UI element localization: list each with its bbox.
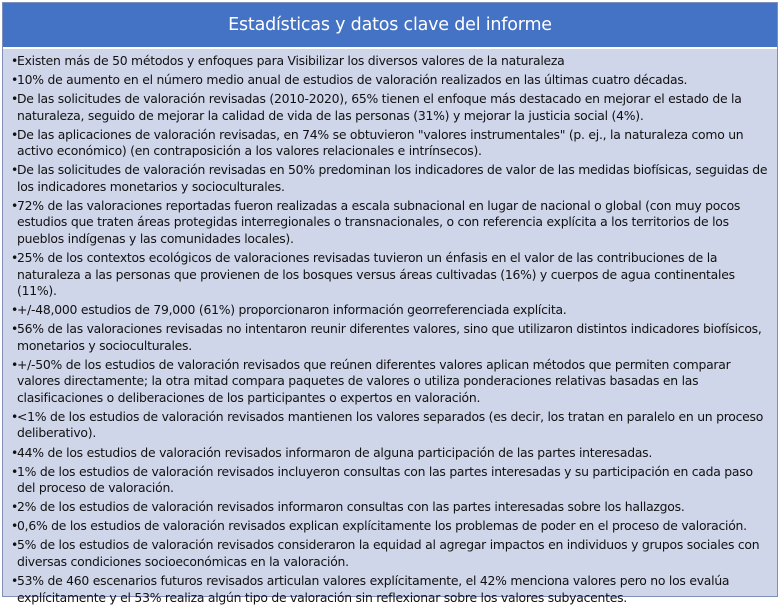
list-item <box>11 91 769 124</box>
bullet-icon: • <box>11 302 19 318</box>
list-item-text: +/-48,000 estudios de 79,000 (61%) proporcionaron información georreferenciada explícita. <box>17 302 567 318</box>
list-item <box>11 250 769 300</box>
list-item <box>11 198 769 248</box>
bullet-icon: • <box>11 518 19 534</box>
panel-title: Estadísticas y datos clave del informe <box>228 15 552 35</box>
list-item-text: Existen más de 50 métodos y enfoques para Visibilizar los diversos valores de la naturaleza <box>17 53 565 68</box>
list-item <box>11 518 769 535</box>
list-item-text: 72% de las valoraciones reportadas fueron realizadas a escala subnacional en lugar de nacional o global (con muy pocos estudios que traten áreas protegidas interregionales o transnacionales, o con referencia explícita a los territorios de los pueblos indígenas y las comunidades locales). <box>17 197 741 246</box>
bullet-icon: • <box>11 573 19 588</box>
list-item <box>11 321 769 354</box>
list-item-text: 5% de los estudios de valoración revisados consideraron la equidad al agregar impactos en individuos y grupos sociales con diversas condiciones socioeconómicas en la valoración. <box>17 537 760 569</box>
list-item-text: 56% de las valoraciones revisadas no intentaron reunir diferentes valores, sino que utilizaron distintos indicadores biofísicos, monetarios y socioculturales. <box>17 321 762 353</box>
bullet-icon: • <box>11 408 19 424</box>
list-item-text: 25% de los contextos ecológicos de valoraciones revisadas tuvieron un énfasis en el valor de las contribuciones de la naturaleza a las personas que provienen de los bosques versus áreas cultivadas (16%) y cuerpos de agua continentales (11%). <box>17 250 735 299</box>
bullet-icon: • <box>11 126 19 142</box>
list-item <box>11 445 769 462</box>
list-item-text: <1% de los estudios de valoración revisados mantienen los valores separados (es decir, los tratan en paralelo en un proceso deliberativo). <box>17 408 764 441</box>
list-item-text: 2% de los estudios de valoración revisados informaron consultas con las partes interesadas sobre los hallazgos. <box>17 499 685 515</box>
bullet-icon: • <box>11 197 19 213</box>
list-item <box>11 537 769 570</box>
stats-list <box>3 49 777 606</box>
key-stats-panel <box>2 2 778 605</box>
list-item-text: De las solicitudes de valoración revisadas en 50% predominan los indicadores de valor de las medidas biofísicas, seguidas de los indicadores monetarios y socioculturales. <box>17 162 768 194</box>
bullet-icon: • <box>11 162 19 178</box>
bullet-icon: • <box>11 72 19 88</box>
list-item <box>11 464 769 497</box>
list-item-text: 44% de los estudios de valoración revisados informaron de alguna participación de las partes interesadas. <box>17 444 653 460</box>
list-item <box>11 72 769 89</box>
list-item <box>11 127 769 160</box>
list-item-text: De las aplicaciones de valoración revisadas, en 74% se obtuvieron "valores instrumentales" (p. ej., la naturaleza como un activo económico) (en contraposición a los valores relacionales e intrínsecos). <box>17 126 744 159</box>
bullet-icon: • <box>11 250 19 266</box>
bullet-icon: • <box>11 463 19 479</box>
list-item-text: +/-50% de los estudios de valoración revisados que reúnen diferentes valores aplican métodos que permiten comparar valores directamente; la otra mitad compara paquetes de valores o utiliza ponderaciones relativas basadas en las clasificaciones o deliberaciones de los participantes o expertos en valoración. <box>17 356 731 405</box>
list-item <box>11 499 769 516</box>
list-item-text: 1% de los estudios de valoración revisados incluyeron consultas con las partes interesadas y su participación en cada paso del proceso de valoración. <box>17 463 753 496</box>
list-item <box>11 573 769 606</box>
bullet-icon: • <box>11 356 19 372</box>
bullet-icon: • <box>11 499 19 515</box>
bullet-icon: • <box>11 444 19 460</box>
list-item <box>11 53 769 70</box>
bullet-icon: • <box>11 537 19 553</box>
bullet-icon: • <box>11 321 19 337</box>
list-item <box>11 302 769 319</box>
list-item-text: De las solicitudes de valoración revisadas (2010-2020), 65% tienen el enfoque más destacado en mejorar el estado de la naturaleza, seguido de mejorar la calidad de vida de las personas (31%) y mejorar la justicia social (4%). <box>17 91 742 123</box>
list-item <box>11 357 769 407</box>
list-item-text: 0,6% de los estudios de valoración revisados explican explícitamente los problemas de poder en el proceso de valoración. <box>17 518 747 534</box>
list-item-text: 10% de aumento en el número medio anual de estudios de valoración realizados en las últimas cuatro décadas. <box>17 72 688 88</box>
list-item <box>11 162 769 195</box>
list-item-text: 53% de 460 escenarios futuros revisados articulan valores explícitamente, el 42% menciona valores pero no los evalúa explícitamente y el 53% realiza algún tipo de valoración sin reflexionar sobre los valores subyacentes. <box>17 573 730 605</box>
bullet-icon: • <box>11 53 19 68</box>
list-item <box>11 409 769 442</box>
bullet-icon: • <box>11 91 19 107</box>
panel-header <box>3 3 777 49</box>
